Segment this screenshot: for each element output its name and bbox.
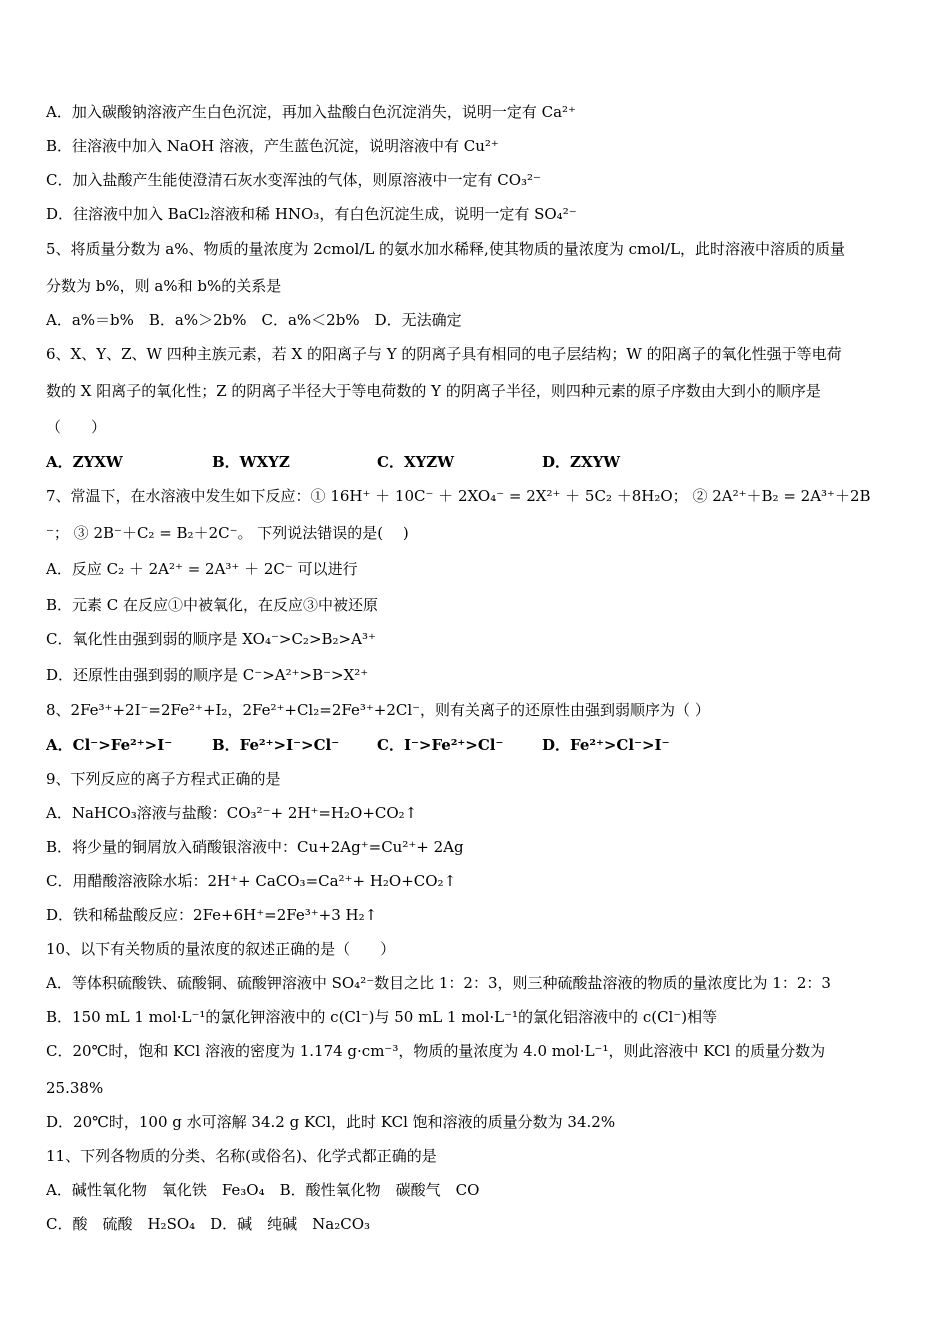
q6-option-d: D．ZXYW [542, 453, 621, 471]
q11-options-ab: A．碱性氧化物 氧化铁 Fe₃O₄ B．酸性氧化物 碳酸气 CO [46, 1181, 480, 1199]
q11-options-cd: C．酸 硫酸 H₂SO₄ D．碱 纯碱 Na₂CO₃ [46, 1215, 371, 1233]
q8-option-d: D．Fe²⁺>Cl⁻>I⁻ [542, 736, 670, 754]
q6-stem-line1: 6、X、Y、Z、W 四种主族元素，若 X 的阳离子与 Y 的阴离子具有相同的电子层结构；W 的阳离子的氧化性强于等电荷 [46, 345, 842, 363]
q4-option-c: C．加入盐酸产生能使澄清石灰水变浑浊的气体，则原溶液中一定有 CO₃²⁻ [46, 171, 541, 189]
q5-stem-line2: 分数为 b%，则 a%和 b%的关系是 [46, 277, 282, 295]
q6-stem-line2: 数的 X 阳离子的氧化性；Z 的阴离子半径大于等电荷数的 Y 的阴离子半径，则四种元素的原子序数由大到小的顺序是 [46, 382, 821, 400]
q7-option-b: B．元素 C 在反应①中被氧化，在反应③中被还原 [46, 596, 379, 614]
q10-option-a: A．等体积硫酸铁、硫酸铜、硫酸钾溶液中 SO₄²⁻数目之比 1：2：3，则三种硫酸盐溶液的物质的量浓度比为 1：2：3 [46, 974, 831, 992]
q7-stem-line2: ⁻； ③ 2B⁻＋C₂ = B₂＋2C⁻。 下列说法错误的是( ) [46, 524, 409, 542]
q10-option-c-cont: 25.38% [46, 1079, 104, 1097]
q7-stem-line1: 7、常温下，在水溶液中发生如下反应：① 16H⁺ ＋ 10C⁻ ＋ 2XO₄⁻ = 2X²⁺ ＋ 5C₂ ＋8H₂O； ② 2A²⁺＋B₂ = 2A³⁺＋2B [46, 487, 871, 505]
q8-option-c: C．I⁻>Fe²⁺>Cl⁻ [377, 736, 504, 754]
q8-stem: 8、2Fe³⁺+2I⁻=2Fe²⁺+I₂，2Fe²⁺+Cl₂=2Fe³⁺+2Cl⁻，则有关离子的还原性由强到弱顺序为（ ） [46, 701, 710, 719]
q9-stem: 9、下列反应的离子方程式正确的是 [46, 770, 281, 788]
q10-option-d: D．20℃时，100 g 水可溶解 34.2 g KCl，此时 KCl 饱和溶液的质量分数为 34.2% [46, 1113, 616, 1131]
q4-option-a: A．加入碳酸钠溶液产生白色沉淀，再加入盐酸白色沉淀消失，说明一定有 Ca²⁺ [46, 103, 576, 121]
q7-option-d: D．还原性由强到弱的顺序是 C⁻>A²⁺>B⁻>X²⁺ [46, 666, 369, 684]
q10-option-c: C．20℃时，饱和 KCl 溶液的密度为 1.174 g·cm⁻³，物质的量浓度为 4.0 mol·L⁻¹，则此溶液中 KCl 的质量分数为 [46, 1042, 826, 1060]
q11-stem: 11、下列各物质的分类、名称(或俗名)、化学式都正确的是 [46, 1147, 437, 1165]
q4-option-d: D．往溶液中加入 BaCl₂溶液和稀 HNO₃，有白色沉淀生成，说明一定有 SO₄²⁻ [46, 205, 577, 223]
q6-options-row [46, 452, 906, 472]
q8-options-row [46, 735, 906, 755]
q4-option-b: B．往溶液中加入 NaOH 溶液，产生蓝色沉淀，说明溶液中有 Cu²⁺ [46, 137, 499, 155]
q6-option-c: C．XYZW [377, 453, 455, 471]
q8-option-b: B．Fe²⁺>I⁻>Cl⁻ [212, 736, 340, 754]
q9-option-c: C．用醋酸溶液除水垢：2H⁺+ CaCO₃=Ca²⁺+ H₂O+CO₂↑ [46, 872, 457, 890]
q6-option-a: A．ZYXW [46, 453, 123, 471]
q9-option-a: A．NaHCO₃溶液与盐酸：CO₃²⁻+ 2H⁺=H₂O+CO₂↑ [46, 804, 418, 822]
q6-paren: （ ） [46, 418, 107, 436]
q8-option-a: A．Cl⁻>Fe²⁺>I⁻ [46, 736, 173, 754]
q7-option-c: C．氧化性由强到弱的顺序是 XO₄⁻>C₂>B₂>A³⁺ [46, 630, 376, 648]
q10-option-b: B．150 mL 1 mol·L⁻¹的氯化钾溶液中的 c(Cl⁻)与 50 mL 1 mol·L⁻¹的氯化铝溶液中的 c(Cl⁻)相等 [46, 1008, 718, 1026]
q10-stem: 10、以下有关物质的量浓度的叙述正确的是（ ） [46, 940, 396, 958]
q5-stem-line1: 5、将质量分数为 a%、物质的量浓度为 2cmol/L 的氨水加水稀释,使其物质的量浓度为 cmol/L，此时溶液中溶质的质量 [46, 240, 846, 258]
q7-option-a: A．反应 C₂ ＋ 2A²⁺ = 2A³⁺ ＋ 2C⁻ 可以进行 [46, 560, 358, 578]
q5-options: A．a%＝b% B．a%＞2b% C．a%＜2b% D．无法确定 [46, 311, 462, 329]
q9-option-d: D．铁和稀盐酸反应：2Fe+6H⁺=2Fe³⁺+3 H₂↑ [46, 906, 378, 924]
q6-option-b: B．WXYZ [212, 453, 290, 471]
q9-option-b: B．将少量的铜屑放入硝酸银溶液中：Cu+2Ag⁺=Cu²⁺+ 2Ag [46, 838, 464, 856]
